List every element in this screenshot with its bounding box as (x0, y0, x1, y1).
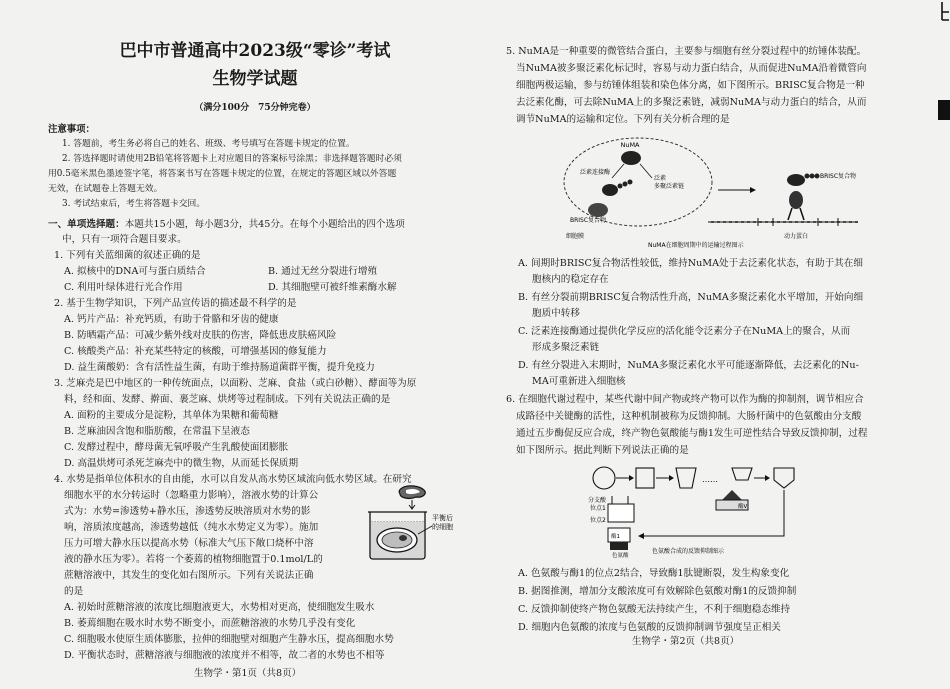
motor-protein-icon (788, 191, 804, 220)
q5-option-a: A. 间期时BRISC复合物活性较低，维持NuMA处于去泛素化状态，有助于其在细 (518, 258, 863, 269)
section-label: 一、单项选择题： (48, 219, 125, 230)
section-text: 本题共15小题，每小题3分，共45分。在每个小题给出的四个选项 (124, 219, 405, 230)
q5-numa-figure (558, 134, 868, 250)
q2-option-b: B. 防晒霜产品：可减少紫外线对皮肤的伤害，降低患皮肤癌风险 (64, 330, 337, 341)
chorismate-label: 分支酸 (588, 497, 607, 504)
wilted-cell-icon (399, 486, 425, 499)
nucleus-outline (564, 138, 712, 226)
q4-stem-line: 的是 (64, 586, 84, 597)
q6-option-c: C. 反馈抑制使终产物色氨酸无法持续产生，不利于细胞稳态维持 (518, 604, 791, 615)
q1-option-a: A. 拟核中的DNA可与蛋白质结合 (64, 266, 206, 277)
motor-label: 动力蛋白 (784, 233, 809, 240)
q6-stem-line: 通过五步酶促反应合成，终产物色氨酸能与酶1发生可逆性结合导致反馈抑制，过程 (516, 428, 868, 439)
q5-option-c-cont: 形成多聚泛素链 (532, 342, 600, 353)
corner-mark-icon (936, 0, 950, 22)
q4-stem-line: 4. 水势是指单位体积水的自由能，水可以自发从高水势区域流向低水势区域。在研究 (54, 474, 412, 485)
section-text-2: 中，只有一项符合题目要求。 (62, 234, 187, 245)
q4-stem-line: 压力可增大静水压以提高水势（标准大气压下敞口烧杯中溶 (64, 538, 314, 549)
enzymeV-icon (716, 490, 748, 510)
tryptophan-icon (774, 468, 794, 488)
subject-title: 生物学试题 (212, 69, 298, 89)
tryptophan-label: 色氨酸 (612, 553, 629, 558)
q3-option-d: D. 高温烘烤可杀死芝麻壳中的微生物，从而延长保质期 (64, 458, 299, 469)
q4-fig-label: 平衡后 (432, 514, 453, 522)
note-item: 1. 答题前，考生务必将自己的姓名、班级、考号填写在答题卡规定的位置。 (62, 139, 355, 149)
q5-stem-line: 调节NuMA的运输和定位。下列有关分析合理的是 (516, 114, 730, 125)
enzyme1-label: 酶1 (611, 534, 620, 540)
chorismate-icon (593, 467, 615, 489)
q6-stem-line: 6. 在细胞代谢过程中，某些代谢中间产物或终产物可以作为酶的抑制剂，调节相应合 (506, 394, 864, 405)
q3-option-a: A. 面粉的主要成分是淀粉，其单体为果糖和葡萄糖 (64, 410, 279, 421)
right-page (500, 0, 920, 689)
enzyme1-inhibited-icon (608, 528, 630, 558)
polyub-label: 多聚泛素链 (654, 183, 685, 190)
note-item: 用0.5毫米黑色墨迹签字笔，将答案书写在答题卡规定的位置，在规定的答题区域以外答题 (48, 169, 397, 179)
q5-stem-line: 当NuMA被多聚泛素化标记时，容易与动力蛋白结合，从而促进NuMA沿着微管向 (516, 63, 867, 74)
q3-stem-2: 料，经和面、发酵、擀面、裹芝麻、烘烤等过程制成。下列有关说法正确的是 (64, 394, 391, 405)
note-item: 2. 答选择题时请使用2B铅笔将答题卡上对应题目的答案标号涂黑；非选择题答题时必须 (62, 154, 402, 164)
left-page (48, 0, 462, 689)
q4-fig-label: 的细胞 (432, 523, 453, 531)
brisc-label-left: BRISC复合物 (570, 217, 607, 224)
q5-option-b: B. 有丝分裂前期BRISC复合物活性升高，NuMA多聚泛素化水平增加，开始向细 (518, 292, 864, 303)
swollen-cell-icon (377, 528, 417, 552)
q4-stem-line: 液的静水压为零）。若将一个萎蔫的植物细胞置于0.1mol/L的 (64, 554, 323, 565)
q5-figure-caption: NuMA在细胞周期中的运输过程图示 (648, 242, 744, 249)
q1-option-b: B. 通过无丝分裂进行增殖 (268, 266, 378, 277)
q1-option-d: D. 其细胞壁可被纤维素酶水解 (268, 282, 397, 293)
site1-label: 位点1 (590, 505, 606, 512)
q5-stem-line: 5. NuMA是一种重要的微管结合蛋白，主要参与细胞有丝分裂过程中的纺锤体装配。 (506, 46, 867, 57)
q5-stem-line: 去泛素化酶，可去除NuMA上的多聚泛素链，减弱NuMA与动力蛋白的结合，从而 (516, 97, 867, 108)
pathway-dots: …… (702, 475, 718, 484)
q6-figure-caption: 色氨酸合成的反馈抑制图示 (652, 548, 725, 555)
score-note: （满分100分 75分钟完卷） (194, 103, 316, 113)
brisc-label-right: BRISC复合物 (820, 173, 857, 180)
ub-enzyme-label: 泛素连接酶 (580, 169, 611, 176)
enzyme1-icon (608, 496, 634, 522)
q1-stem: 1. 下列有关蓝细菌的叙述正确的是 (54, 250, 201, 261)
page-footer-right: 生物学・第2页（共8页） (632, 636, 740, 647)
q5-option-c: C. 泛素连接酶通过提供化学反应的活化能令泛素分子在NuMA上的聚合，从而 (518, 326, 851, 337)
q6-option-d: D. 细胞内色氨酸的浓度与色氨酸的反馈抑制调节强度呈正相关 (518, 622, 781, 633)
exam-title: 巴中市普通高中2023级“零诊”考试 (119, 41, 391, 61)
note-item: 3. 考试结束后，考生将答题卡交回。 (62, 199, 206, 209)
q4-option-d: D. 平衡状态时，蔗糖溶液与细胞液的浓度并不相等，故二者的水势也不相等 (64, 650, 385, 661)
numa-label: NuMA (620, 141, 640, 149)
q3-option-c: C. 发酵过程中，酵母菌无氧呼吸产生乳酸使面团膨胀 (64, 442, 289, 453)
intermediate-3-icon (732, 468, 752, 480)
q6-stem-line: 成路径中关键酶的活性，这种机制被称为反馈抑制。大肠杆菌中的色氨酸由分支酸 (516, 411, 862, 422)
feedback-arrow (642, 490, 784, 536)
q2-option-c: C. 核酸类产品：补充某些特定的核酸，可增强基因的修复能力 (64, 346, 327, 357)
q6-feedback-figure (582, 460, 812, 558)
numa-protein-icon (620, 141, 641, 165)
q5-option-b-cont: 胞质中转移 (532, 308, 580, 319)
q4-beaker-figure (360, 482, 460, 560)
enzymeV-label: 酶V (738, 504, 748, 510)
q4-option-c: C. 细胞吸水使原生质体膨胀，拉伸的细胞壁对细胞产生静水压，提高细胞水势 (64, 634, 394, 645)
q4-stem-line: 响，溶质浓度越高，渗透势越低（纯水水势定义为零）。施加 (64, 522, 319, 533)
page-footer-left: 生物学・第1页（共8页） (194, 668, 302, 679)
q1-option-c: C. 利用叶绿体进行光合作用 (64, 282, 183, 293)
numa-ub-icon (602, 180, 633, 197)
section-heading (48, 217, 405, 233)
q4-option-b: B. 萎蔫细胞在吸水时水势不断变小，而蔗糖溶液的水势几乎没有变化 (64, 618, 356, 629)
q6-option-a: A. 色氨酸与酶1的位点2结合，导致酶1肽键断裂，发生构象变化 (518, 568, 790, 579)
brisc-complex-right (787, 172, 856, 186)
notes-heading: 注意事项： (48, 124, 95, 135)
q4-stem-line: 式为：水势=渗透势+静水压，渗透势反映溶质对水势的影 (64, 506, 311, 517)
intermediate-1-icon (636, 468, 654, 488)
q3-option-b: B. 芝麻油因含饱和脂肪酸，在常温下呈液态 (64, 426, 250, 437)
q4-stem-line: 细胞水平的水分转运时（忽略重力影响），溶液水势的计算公 (64, 490, 319, 501)
note-item: 无效，在试题卷上答题无效。 (48, 184, 163, 194)
q3-stem-1: 3. 芝麻壳是巴中地区的一种传统面点，以面粉、芝麻、食盐（或白砂糖）、酵面等为原 (54, 378, 417, 389)
q2-stem: 2. 基于生物学知识，下列产品宣传语的描述最不科学的是 (54, 298, 297, 309)
q4-option-a: A. 初始时蔗糖溶液的浓度比细胞液更大，水势相对更高，使细胞发生吸水 (64, 602, 375, 613)
q2-option-a: A. 钙片产品：补充钙质，有助于骨骼和牙齿的健康 (64, 314, 279, 325)
site2-label: 位点2 (590, 517, 606, 524)
q4-stem-line: 蔗糖溶液中，其发生的变化如右图所示。下列有关说法正确 (64, 570, 314, 581)
q5-option-d: D. 有丝分裂进入末期时，NuMA多聚泛素化水平可能逐渐降低，去泛素化的Nu- (518, 360, 859, 371)
edge-black-mark (938, 100, 950, 120)
intermediate-2-icon (676, 468, 696, 488)
q5-option-d-cont: MA可重新进入细胞核 (532, 376, 626, 387)
q2-option-d: D. 益生菌酸奶：含有活性益生菌，有助于维持肠道菌群平衡，提升免疫力 (64, 362, 375, 373)
q5-stem-line: 细胞两极运输，参与纺锤体组装和染色体分离，如下图所示。BRISC复合物是一种 (516, 80, 865, 91)
ub-label: 泛素 (654, 175, 667, 182)
q6-option-b: B. 据图推测，增加分支酸浓度可有效解除色氨酸对酶1的反馈抑制 (518, 586, 797, 597)
q6-stem-line: 如下图所示。据此判断下列说法正确的是 (516, 445, 689, 456)
membrane-label: 细胞膜 (566, 233, 585, 240)
q5-option-a-cont: 胞核内的稳定存在 (532, 274, 609, 285)
